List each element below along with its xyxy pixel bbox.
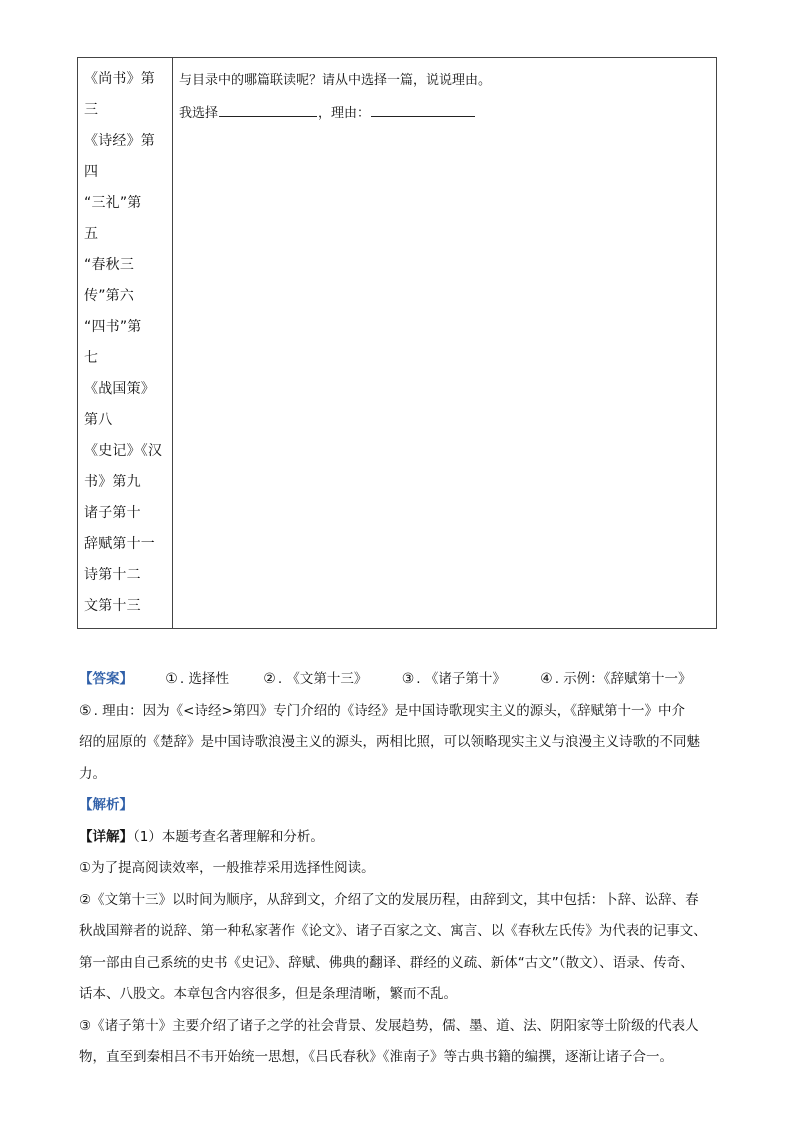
answer-item-1: ① . 选择性: [165, 671, 229, 687]
reason-label: ，理由：: [318, 106, 371, 121]
reading-table: [77, 57, 717, 629]
detail-tag: 【详解】: [79, 828, 133, 845]
toc-line: 诸子第十: [84, 505, 141, 521]
analysis-tag: 【解析】: [79, 797, 133, 813]
answer-row: [79, 664, 719, 696]
toc-line: 七: [84, 350, 99, 366]
toc-line: 三: [84, 102, 99, 118]
analysis-paragraph-line: ①为了提高阅读效率，一般推荐采用选择性阅读。: [79, 860, 375, 876]
answer-reason-line: ⑤ . 理由：因为《<诗经>第四》专门介绍的《诗经》是中国诗歌现实主义的源头，《辞赋第十一》中介: [79, 702, 686, 719]
toc-line: “三礼”第: [84, 195, 142, 211]
analysis-paragraph-line: 秋战国辩者的说辞、第一种私家著作《论文》、诸子百家之文、寓言、以《春秋左氏传》为代表的记事文、: [79, 923, 707, 939]
answer-reason-line: 绍的屈原的《楚辞》是中国诗歌浪漫主义的源头，两相比照，可以领略现实主义与浪漫主义诗歌的不同魅: [79, 734, 700, 750]
toc-line: “春秋三: [84, 257, 135, 273]
analysis-paragraph-line: 第一部由自己系统的史书《史记》、辞赋、佛典的翻译、群经的义疏、新体“古文”（散文）、语录、传奇、: [79, 954, 694, 971]
toc-line: “四书”第: [84, 319, 142, 335]
answer-item-5-number: ⑤: [79, 702, 92, 719]
analysis-heading: [79, 790, 719, 822]
toc-line: 《诗经》第: [84, 133, 155, 149]
choose-label: 我选择: [179, 106, 219, 121]
toc-line: 书》第九: [84, 474, 141, 490]
question-text: 与目录中的哪篇联读呢？请从中选择一篇，说说理由。: [179, 73, 492, 88]
question-column: [173, 58, 716, 628]
choice-blank[interactable]: [219, 102, 317, 117]
detail-line: 【详解】（1）本题考查名著理解和分析。: [79, 828, 324, 845]
toc-line: 第八: [84, 412, 113, 428]
reason-blank[interactable]: [371, 102, 475, 117]
analysis-paragraph-line: 物，直至到秦相吕不韦开始统一思想，《吕氏春秋》《淮南子》等古典书籍的编撰，逐渐让诸子合一。: [79, 1049, 673, 1065]
answer-item-2: ② . 《文第十三》: [263, 671, 368, 687]
answer-blanks-line: [179, 97, 716, 130]
answer-item-4: ④ . 示例：《辞赋第十一》: [540, 671, 692, 687]
answer-tag: 【答案】: [79, 671, 133, 687]
toc-line: 文第十三: [84, 598, 141, 614]
answer-section: [79, 664, 719, 1074]
toc-line: 辞赋第十一: [84, 536, 155, 552]
toc-line: 《战国策》: [84, 381, 155, 397]
analysis-paragraph-line: 话本、八股文。本章包含内容很多，但是条理清晰，繁而不乱。: [79, 986, 457, 1002]
toc-line: 《史记》《汉: [84, 443, 163, 459]
table-of-contents-column: [78, 58, 173, 628]
toc-line: 《尚书》第: [84, 71, 155, 87]
answer-reason-line: 力。: [79, 765, 106, 782]
toc-line: 传”第六: [84, 288, 135, 304]
toc-line: 五: [84, 226, 99, 242]
toc-line: 四: [84, 164, 99, 180]
analysis-paragraph-line: ②《文第十三》以时间为顺序，从辞到文，介绍了文的发展历程，由辞到文，其中包括：卜辞、讼辞、春: [79, 891, 699, 908]
toc-line: 诗第十二: [84, 567, 141, 583]
answer-item-3: ③ . 《诸子第十》: [401, 671, 506, 687]
analysis-paragraph-line: ③《诸子第十》主要介绍了诸子之学的社会背景、发展趋势，儒、墨、道、法、阴阳家等士阶级的代表人: [79, 1017, 699, 1034]
